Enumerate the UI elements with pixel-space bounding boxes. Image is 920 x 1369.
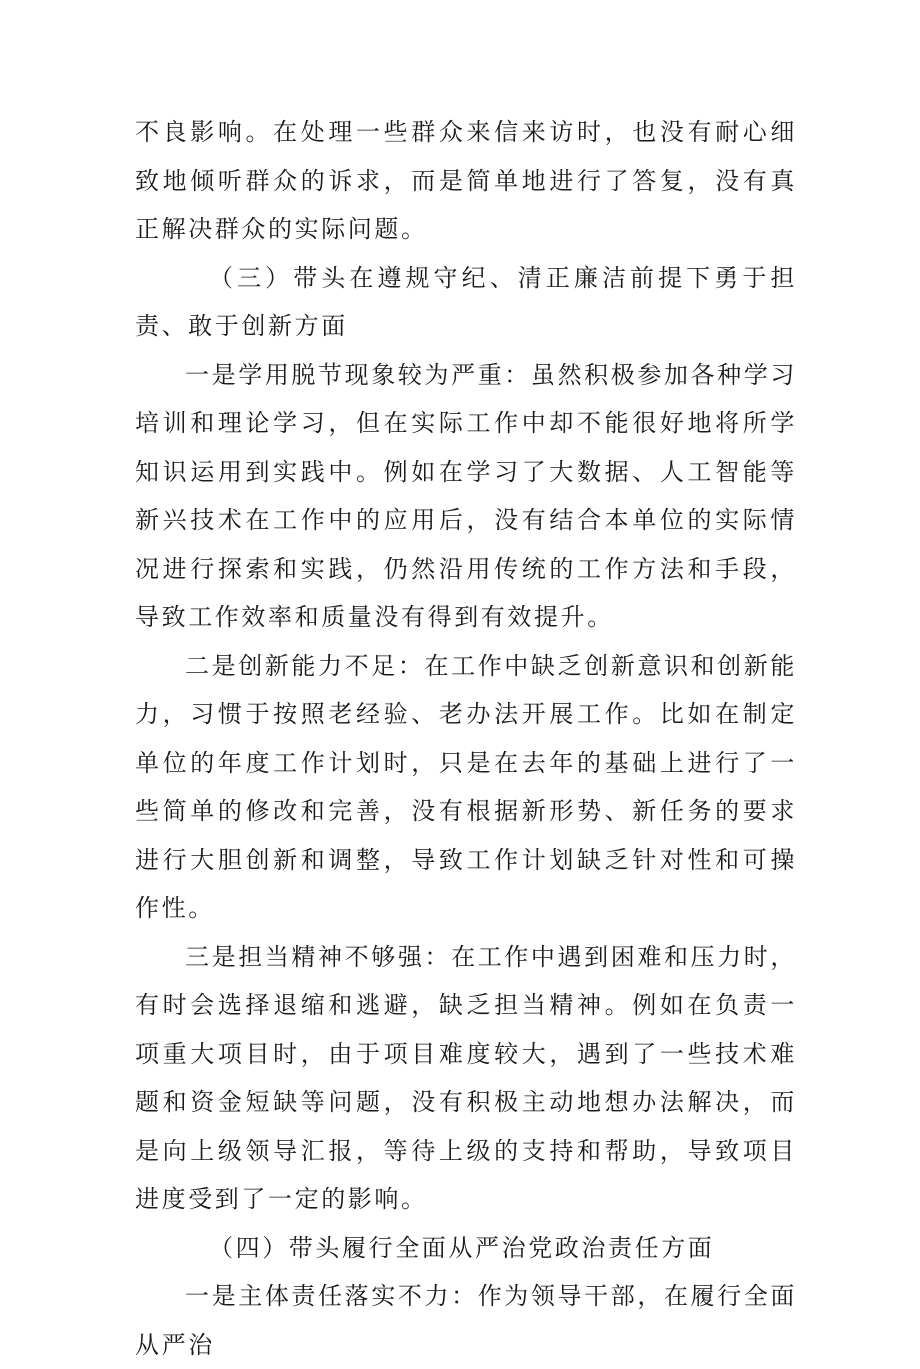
paragraph-point-two: 二是创新能力不足：在工作中缺乏创新意识和创新能力，习惯于按照老经验、老办法开展工作。比如在制定单位的年度工作计划时，只是在去年的基础上进行了一些简单的修改和完善，没有根据新形势、新任务的要求进行大胆创新和调整，导致工作计划缺乏针对性和可操作性。 (135, 651, 797, 922)
paragraph-point-one: 一是学用脱节现象较为严重：虽然积极参加各种学习培训和理论学习，但在实际工作中却不能很好地将所学知识运用到实践中。例如在学习了大数据、人工智能等新兴技术在工作中的应用后，没有结合本单位的实际情况进行探索和实践，仍然沿用传统的工作方法和手段，导致工作效率和质量没有得到有效提升。 (135, 360, 797, 631)
document-body (135, 108, 797, 1369)
section-heading-three: （三）带头在遵规守纪、清正廉洁前提下勇于担责、敢于创新方面 (135, 263, 797, 340)
paragraph-continuation: 不良影响。在处理一些群众来信来访时，也没有耐心细致地倾听群众的诉求，而是简单地进行了答复，没有真正解决群众的实际问题。 (135, 118, 797, 243)
paragraph-point-one-section-four: 一是主体责任落实不力：作为领导干部，在履行全面从严治 (135, 1282, 797, 1359)
paragraph-point-three: 三是担当精神不够强：在工作中遇到困难和压力时，有时会选择退缩和逃避，缺乏担当精神。例如在负责一项重大项目时，由于项目难度较大，遇到了一些技术难题和资金短缺等问题，没有积极主动地想办法解决，而是向上级领导汇报，等待上级的支持和帮助，导致项目进度受到了一定的影响。 (135, 942, 797, 1213)
section-heading-four: （四）带头履行全面从严治党政治责任方面 (209, 1233, 715, 1262)
